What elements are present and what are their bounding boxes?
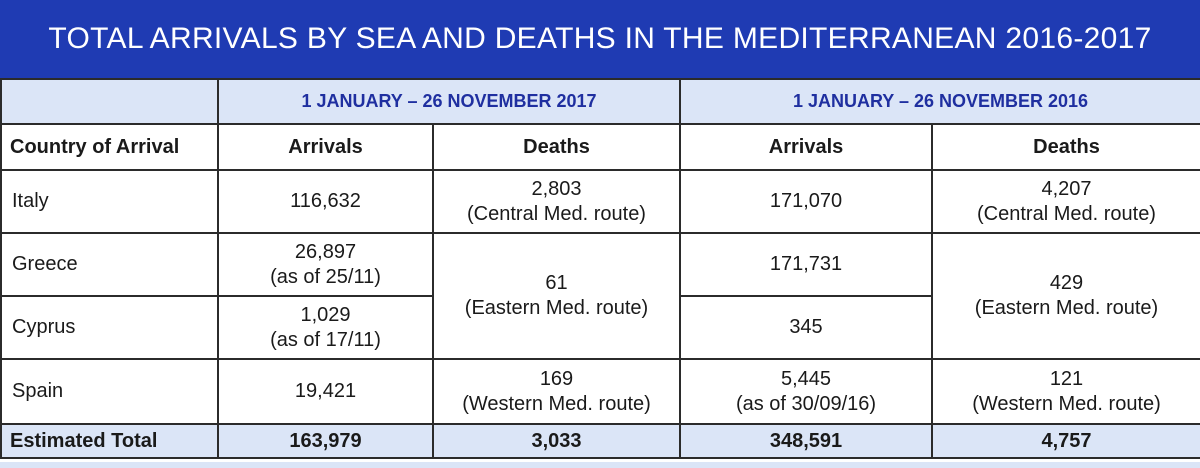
deaths-value: 2,803 <box>531 177 582 200</box>
total-label: Estimated Total <box>1 424 218 458</box>
route-note: (Eastern Med. route) <box>974 297 1159 319</box>
bottom-band <box>0 462 1200 468</box>
table-row-spain <box>1 359 1200 424</box>
deaths-2017-cell <box>433 359 680 424</box>
deaths-value: 4,207 <box>1041 177 1092 200</box>
arrivals-2016-cell: 171,070 <box>680 170 932 233</box>
deaths-value: 61 <box>545 272 568 294</box>
period-2016-header: 1 JANUARY – 26 NOVEMBER 2016 <box>680 79 1200 124</box>
period-header-row <box>1 79 1200 124</box>
table-row-italy <box>1 170 1200 233</box>
total-deaths-2016: 4,757 <box>932 424 1200 458</box>
route-note: (Western Med. route) <box>972 392 1161 415</box>
deaths-value: 121 <box>1049 367 1084 390</box>
arrivals-2016-header: Arrivals <box>680 124 932 170</box>
arrivals-2017-header: Arrivals <box>218 124 433 170</box>
page-title: TOTAL ARRIVALS BY SEA AND DEATHS IN THE MEDITERRANEAN 2016-2017 <box>0 0 1200 78</box>
country-cell: Greece <box>1 233 218 296</box>
country-cell: Spain <box>1 359 218 424</box>
route-note: (Western Med. route) <box>462 392 651 415</box>
deaths-2016-header: Deaths <box>932 124 1200 170</box>
column-header-row <box>1 124 1200 170</box>
total-arrivals-2016: 348,591 <box>680 424 932 458</box>
deaths-2016-cell <box>932 170 1200 233</box>
arrivals-value: 26,897 <box>294 240 357 263</box>
arrivals-2016-cell <box>680 359 932 424</box>
deaths-2017-eastern-cell <box>433 233 680 359</box>
deaths-2016-eastern-cell <box>932 233 1200 359</box>
country-cell: Cyprus <box>1 296 218 359</box>
arrivals-2016-cell: 345 <box>680 296 932 359</box>
deaths-2016-cell <box>932 359 1200 424</box>
table-row-greece <box>1 233 1200 296</box>
arrivals-value: 1,029 <box>300 303 351 326</box>
date-note: (as of 17/11) <box>270 328 381 351</box>
route-note: (Eastern Med. route) <box>464 297 649 319</box>
total-row <box>1 424 1200 458</box>
date-note: (as of 30/09/16) <box>735 392 877 415</box>
arrivals-2017-cell <box>218 296 433 359</box>
country-cell: Italy <box>1 170 218 233</box>
deaths-value: 429 <box>1049 272 1084 294</box>
empty-corner-cell <box>1 79 218 124</box>
date-note: (as of 25/11) <box>270 265 381 288</box>
arrivals-2017-cell: 19,421 <box>218 359 433 424</box>
arrivals-2017-cell <box>218 233 433 296</box>
deaths-2017-cell <box>433 170 680 233</box>
arrivals-table <box>0 78 1200 459</box>
route-note: (Central Med. route) <box>977 202 1156 225</box>
total-arrivals-2017: 163,979 <box>218 424 433 458</box>
total-deaths-2017: 3,033 <box>433 424 680 458</box>
deaths-value: 169 <box>539 367 574 390</box>
deaths-2017-header: Deaths <box>433 124 680 170</box>
route-note: (Central Med. route) <box>467 202 646 225</box>
arrivals-2016-cell: 171,731 <box>680 233 932 296</box>
arrivals-2017-cell: 116,632 <box>218 170 433 233</box>
country-column-header: Country of Arrival <box>1 124 218 170</box>
arrivals-value: 5,445 <box>780 367 832 390</box>
period-2017-header: 1 JANUARY – 26 NOVEMBER 2017 <box>218 79 680 124</box>
